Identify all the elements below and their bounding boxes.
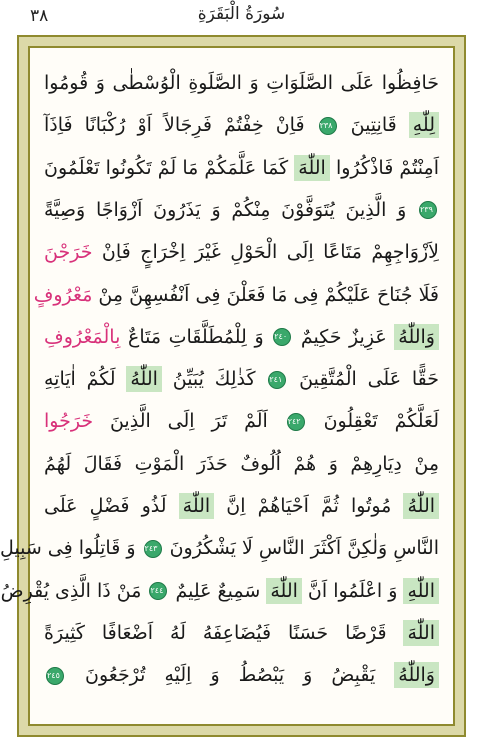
highlighted-divine-name: اللّٰهَ (179, 493, 215, 519)
text-line (44, 104, 439, 146)
ayah-number-marker: ٢٣٨ (319, 117, 337, 135)
ayah-number-marker: ٢٣٩ (419, 201, 437, 219)
page-number: ٣٨ (30, 6, 49, 26)
text-line (44, 485, 439, 527)
verse-text: قَانِتِينَ (338, 114, 409, 137)
verse-text: لَعَلَّكُمْ تَعْقِلُونَ (306, 410, 439, 433)
ayah-number-marker: ٢٤٤ (149, 582, 167, 600)
page-header (0, 0, 483, 32)
verse-text: وَ قَاتِلُوا فِى سَبِيلِ (0, 537, 142, 560)
verse-text: حَقًّا عَلَى الْمُتَّقِينَ (288, 368, 439, 391)
verse-text: اَلَمْ تَرَ اِلَى الَّذِينَ (93, 410, 285, 433)
verse-text: حَافِظُوا عَلَى الصَّلَوَاتِ وَ الصَّلَوةِ الْوُسْطٰى وَ قُومُوا (44, 72, 439, 94)
highlighted-divine-name: وَاللّٰهُ (394, 662, 439, 688)
text-line (33, 274, 439, 316)
verse-text: وَ لِلْمُطَلَّقَاتِ مَتَاعٌ (120, 325, 272, 348)
text-line (44, 147, 439, 189)
verse-text: قَرْضًا حَسَنًا فَيُضَاعِفَهُ لَهُ اَضْعَافًا كَثِيرَةً (44, 621, 404, 644)
text-line (44, 316, 439, 358)
verse-text: مُوتُوا ثُمَّ اَحْيَاهُمْ اِنَّ (214, 495, 404, 517)
verse-text: سَمِيعٌ عَلِيمٌ (169, 579, 267, 602)
text-line (44, 443, 439, 485)
verse-text: فَاِنْ خِفْتُمْ فَرِجَالاً اَوْ رُكْبَانًا فَاِذَآ (44, 114, 317, 137)
verse-text: عَزِيزٌ حَكِيمٌ (293, 325, 395, 348)
verse-text: فَلَا جُنَاحَ عَلَيْكُمْ فِى مَا فَعَلْنَ فِى اَنْفُسِهِنَّ مِنْ (92, 283, 439, 306)
verse-text: وَ اعْلَمُوا اَنَّ (301, 579, 404, 602)
text-line (44, 654, 439, 696)
ayah-number-marker: ٢٤٠ (273, 328, 291, 346)
text-line (44, 231, 439, 273)
highlighted-divine-name: اللّٰهِ (403, 578, 439, 604)
verse-text: لَكُمْ اٰيَاتِهِ (44, 368, 127, 391)
quran-text-area (0, 62, 439, 714)
ayah-number-marker: ٢٤٥ (46, 667, 64, 685)
text-line (44, 189, 439, 231)
tajweed-word: بِالْمَعْرُوفِ (44, 325, 121, 348)
tajweed-word: مَعْرُوفٍ (33, 283, 93, 306)
text-line (44, 358, 439, 400)
surah-title: سُورَةُ الْبَقَرَةِ (197, 4, 286, 24)
verse-text: كَمَا عَلَّمَكُمْ مَا لَمْ تَكُونُوا تَعْلَمُونَ (44, 156, 295, 179)
verse-text: لَذُو فَضْلٍ عَلَى (44, 495, 179, 517)
text-line (0, 527, 439, 569)
verse-text: يَقْبِضُ وَ يَبْصُطُ وَ اِلَيْهِ تُرْجَعُونَ (66, 664, 395, 687)
verse-text: النَّاسِ وَلٰكِنَّ اَكْثَرَ النَّاسِ لَا يَشْكُرُونَ (163, 537, 439, 560)
highlighted-divine-name: اللّٰهُ (126, 366, 162, 392)
highlighted-divine-name: لِلّٰهِ (409, 112, 439, 138)
text-line (0, 570, 439, 612)
ayah-number-marker: ٢٤٢ (287, 413, 305, 431)
highlighted-divine-name: اللّٰهَ (294, 155, 330, 181)
verse-text: مِنْ دِيَارِهِمْ وَ هُمْ اُلُوفٌ حَذَرَ الْمَوْتِ فَقَالَ لَهُمُ (44, 452, 439, 475)
ayah-number-marker: ٢٤١ (268, 371, 286, 389)
page-frame (0, 35, 466, 737)
tajweed-word: خَرَجْنَ (44, 241, 93, 264)
verse-text: وَ الَّذِينَ يُتَوَفَّوْنَ مِنْكُمْ وَ يَذَرُونَ اَزْوَاجًا وَصِيَّةً (44, 198, 417, 221)
verse-text: كَذٰلِكَ يُبَيِّنُ (161, 368, 267, 391)
page-frame-inner (0, 46, 455, 726)
verse-text: لِاَزْوَاجِهِمْ مَتَاعًا اِلَى الْحَوْلِ غَيْرَ اِخْرَاجٍ فَاِنْ (92, 241, 439, 264)
highlighted-divine-name: وَاللّٰهُ (394, 324, 439, 350)
highlighted-divine-name: اللّٰهَ (403, 620, 439, 646)
highlighted-divine-name: اللّٰهُ (403, 493, 439, 519)
text-line (44, 400, 439, 442)
highlighted-divine-name: اللّٰهَ (266, 578, 302, 604)
text-line (44, 62, 439, 104)
verse-text: مَنْ ذَا الَّذِى يُقْرِضُ (0, 579, 148, 602)
ayah-number-marker: ٢٤٣ (144, 540, 162, 558)
tajweed-word: خَرَجُوا (44, 410, 94, 433)
text-line (44, 612, 439, 654)
verse-text: اَمِنْتُمْ فَاذْكُرُوا (329, 156, 439, 179)
